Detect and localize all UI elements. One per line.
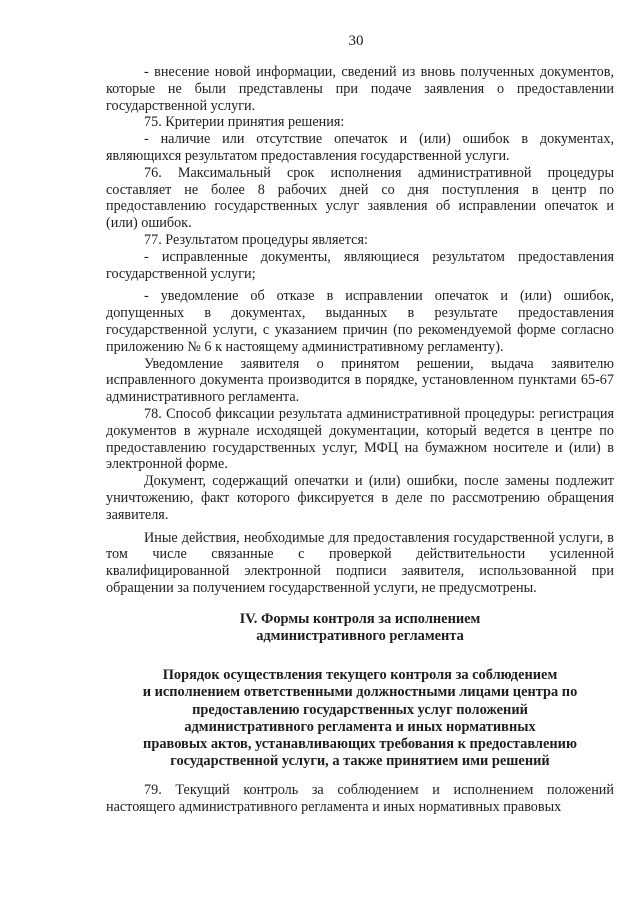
paragraph-78-recording: 78. Способ фиксации результата административной процедуры: регистрация документов в журнале исходящей документации, который ведется в центре по предоставлению государственных услуг, МФЦ на бумажном носителе и (или) в электронной форме. bbox=[106, 405, 614, 473]
paragraph-document-destruction: Документ, содержащий опечатки и (или) ошибки, после замены подлежит уничтожению, факт которого фиксируется в деле по рассмотрению обращения заявителя. bbox=[106, 473, 614, 523]
paragraph-79-current-control: 79. Текущий контроль за соблюдением и исполнением положений настоящего административного регламента и иных нормативных правовых bbox=[106, 782, 614, 816]
paragraph-corrected-documents: - исправленные документы, являющиеся результатом предоставления государственной услуги; bbox=[106, 248, 614, 282]
page-number: 30 bbox=[348, 33, 364, 49]
section-heading bbox=[106, 611, 614, 645]
subsection-heading-line: государственной услуги, а также принятием ими решений bbox=[170, 753, 550, 770]
subsection-heading-line: административного регламента и иных нормативных bbox=[184, 718, 536, 735]
subsection-heading-line: Порядок осуществления текущего контроля за соблюдением bbox=[162, 667, 558, 684]
subsection-heading-line: правовых актов, устанавливающих требования к предоставлению bbox=[143, 735, 577, 752]
subsection-heading-line: и исполнением ответственными должностными лицами центра по bbox=[142, 684, 578, 701]
subsection-heading-line: предоставлению государственных услуг положений bbox=[192, 701, 528, 718]
subsection-heading bbox=[106, 667, 614, 770]
section-heading-line: IV. Формы контроля за исполнением bbox=[239, 610, 481, 627]
paragraph-refusal-notice: - уведомление об отказе в исправлении опечаток и (или) ошибок, допущенных в документах, выданных в результате предоставления государственной услуги, с указанием причин (по рекомендуемой форме согласно приложению № 6 к настоящему административному регламенту). bbox=[106, 288, 614, 355]
paragraph-new-info: - внесение новой информации, сведений из вновь полученных документов, которые не были представлены при подаче заявления о предоставлении государственной услуги. bbox=[106, 64, 614, 114]
paragraph-76-max-term: 76. Максимальный срок исполнения административной процедуры составляет не более 8 рабочих дней со дня поступления в центр по предоставлению государственных услуг заявления об исправлении опечаток и (или) ошибок. bbox=[106, 164, 614, 232]
paragraph-75-criteria: 75. Критерии принятия решения: bbox=[144, 114, 345, 131]
paragraph-applicant-notification: Уведомление заявителя о принятом решении, выдача заявителю исправленного документа производится в порядке, установленном пунктами 65-67 административного регламента. bbox=[106, 355, 614, 406]
paragraph-errors-presence: - наличие или отсутствие опечаток и (или) ошибок в документах, являющихся результатом предоставления государственной услуги. bbox=[106, 131, 614, 164]
section-heading-line: административного регламента bbox=[256, 627, 464, 644]
paragraph-77-result: 77. Результатом процедуры является: bbox=[144, 231, 368, 248]
paragraph-other-actions: Иные действия, необходимые для предоставления государственной услуги, в том числе связанные с проверкой действительности усиленной квалифицированной электронной подписи заявителя, использованной при обращении за получением государственной услуги, не предусмотрены. bbox=[106, 529, 614, 596]
